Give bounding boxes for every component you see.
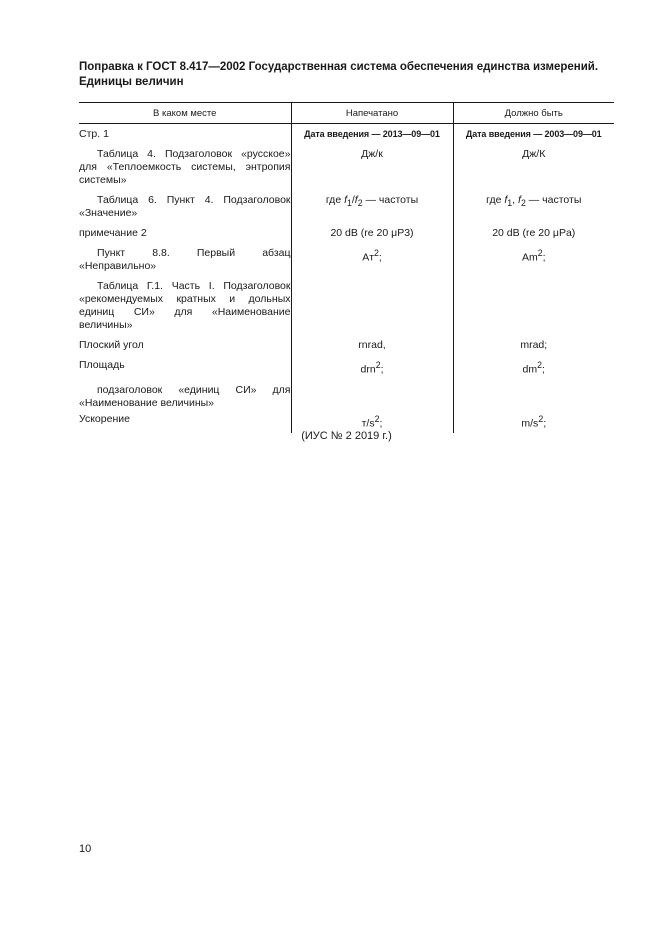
header-where: В каком месте xyxy=(79,103,291,124)
printed-cell xyxy=(291,355,453,380)
correct-tail: ; xyxy=(542,363,545,376)
where-cell: Ускорение xyxy=(79,412,130,425)
printed-tail: ; xyxy=(379,417,383,429)
printed-base: т/s xyxy=(361,417,375,429)
printed-base: drn xyxy=(360,363,376,376)
correct-sup: 2 xyxy=(537,248,543,258)
correct-cell: mrad; xyxy=(453,335,614,355)
correct-sub2: 2 xyxy=(520,198,526,209)
correct-cell: 20 dB (re 20 μPa) xyxy=(453,223,614,243)
correct-sub1: 1 xyxy=(507,198,513,209)
table-row xyxy=(79,190,614,223)
correct-tail: ; xyxy=(542,251,546,264)
correct-post: — частоты xyxy=(525,194,582,206)
printed-f2: f xyxy=(354,194,358,206)
printed-cell xyxy=(291,243,453,276)
printed-base: Aт xyxy=(362,251,374,264)
correct-f2: f xyxy=(518,194,521,206)
header-correct: Должно быть xyxy=(453,103,614,124)
where-cell: Пункт 8.8. Первый абзац «Неправильно» xyxy=(79,247,291,272)
correct-pre: где xyxy=(486,194,505,206)
printed-sup: 2 xyxy=(374,413,380,424)
header-printed: Напечатано xyxy=(291,103,453,124)
correct-base: m/s xyxy=(521,417,539,429)
correct-base: Am xyxy=(521,251,538,264)
printed-sup: 2 xyxy=(374,248,379,258)
printed-cell: rnrad, xyxy=(291,335,453,355)
correct-f1: f xyxy=(504,194,508,206)
table-row xyxy=(79,144,614,190)
table-row xyxy=(79,223,614,243)
where-cell: Таблица 6. Пункт 4. Подзаголовок «Значение» xyxy=(79,194,291,219)
table-row xyxy=(79,355,614,380)
table-row xyxy=(79,243,614,276)
printed-pre: где xyxy=(325,194,345,206)
printed-sup: 2 xyxy=(375,360,381,370)
correct-cell xyxy=(453,380,614,413)
where-cell: Плоский угол xyxy=(79,339,144,351)
correct-cell: Дж/К xyxy=(453,144,614,190)
where-cell: Стр. 1 xyxy=(79,128,109,140)
table-row xyxy=(79,335,614,355)
printed-slash: / xyxy=(351,194,355,206)
where-cell: примечание 2 xyxy=(79,227,147,239)
correct-cell xyxy=(453,355,614,380)
printed-f1: f xyxy=(344,194,347,206)
printed-sub2: 2 xyxy=(357,198,363,209)
where-cell: Таблица Г.1. Часть I. Подзаголовок «рекомендуемых кратных и дольных единиц СИ» для «Наименование величины» xyxy=(79,280,291,331)
printed-cell: Дж/к xyxy=(291,144,453,190)
printed-sub1: 1 xyxy=(347,198,352,209)
correct-tail: ; xyxy=(543,417,547,429)
correct-base: dm xyxy=(522,363,538,376)
where-cell: Площадь xyxy=(79,359,125,371)
correct-cell xyxy=(453,190,614,223)
printed-tail: ; xyxy=(378,251,382,264)
table-row xyxy=(79,276,614,335)
printed-cell xyxy=(291,380,453,413)
table-row xyxy=(79,380,614,413)
correct-cell: Дата введения — 2003—09—01 xyxy=(453,124,614,145)
printed-post: — частоты xyxy=(362,194,419,206)
correct-sup: 2 xyxy=(538,413,544,424)
where-cell: подзаголовок «единиц СИ» для «Наименование величины» xyxy=(79,383,291,409)
printed-tail: ; xyxy=(380,363,384,376)
ius-note: (ИУС № 2 2019 г.) xyxy=(301,430,392,442)
where-cell: Таблица 4. Подзаголовок «русское» для «Теплоемкость системы, энтропия системы» xyxy=(79,148,291,186)
printed-cell xyxy=(291,190,453,223)
correct-cell xyxy=(453,243,614,276)
correct-sep: , xyxy=(512,194,519,206)
printed-cell: 20 dB (re 20 μP3) xyxy=(291,223,453,243)
correct-cell xyxy=(453,276,614,335)
printed-cell xyxy=(291,276,453,335)
amendment-title: Поправка к ГОСТ 8.417—2002 Государственная система обеспечения единства измерений. Единицы величин xyxy=(79,61,599,88)
table-header-row xyxy=(79,103,614,124)
amendment-table xyxy=(79,102,614,433)
table-row xyxy=(79,124,614,145)
correct-sup: 2 xyxy=(537,360,543,370)
page-number: 10 xyxy=(79,843,92,855)
printed-cell: Дата введения — 2013—09—01 xyxy=(291,124,453,145)
